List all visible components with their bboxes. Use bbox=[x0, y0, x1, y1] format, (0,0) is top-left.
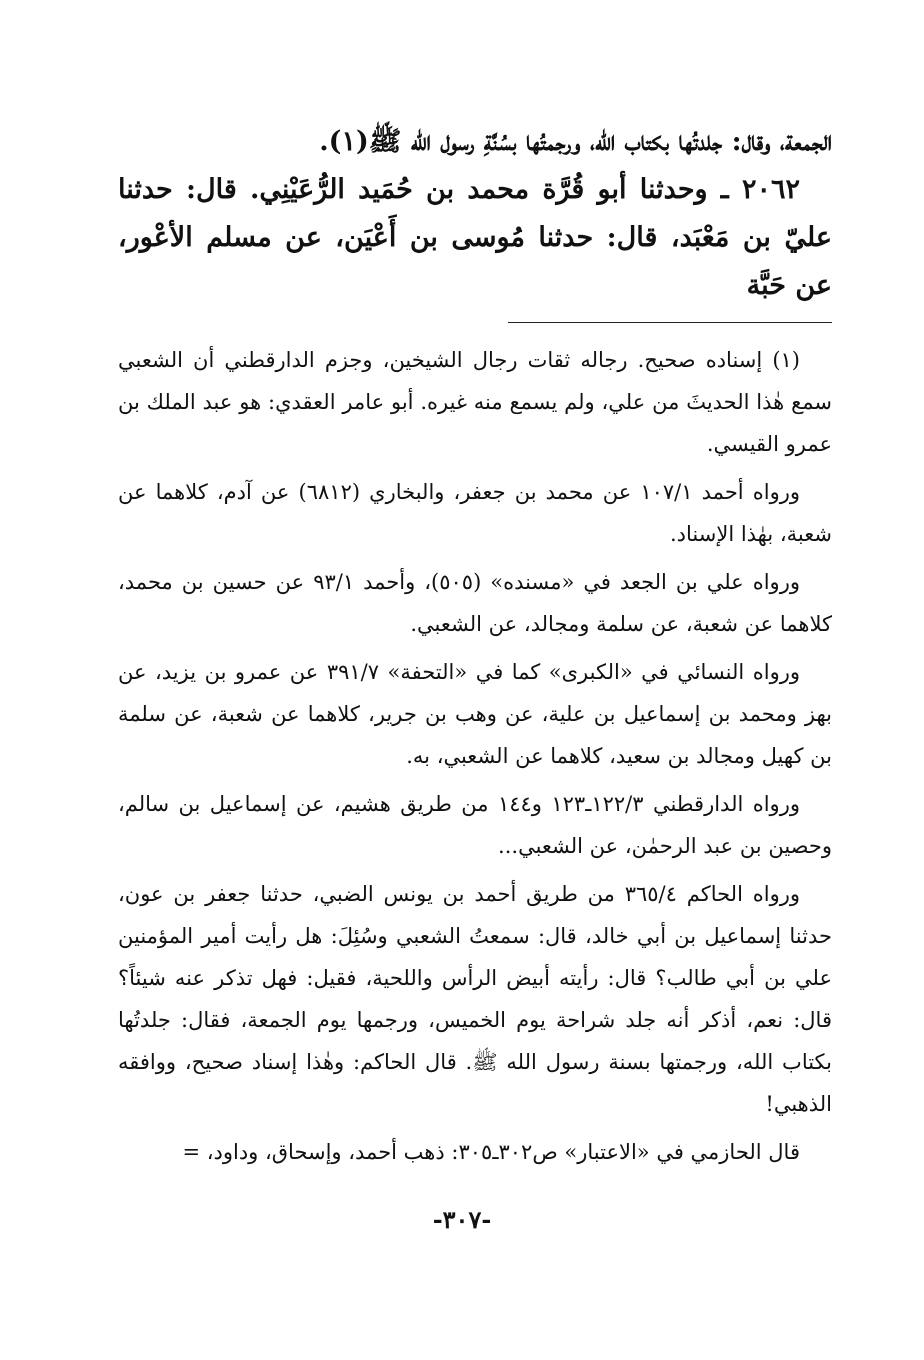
footnote-divider bbox=[508, 322, 832, 323]
footnote-paragraph: ورواه أحمد ١٠٧/١ عن محمد بن جعفر، والبخاري (٦٨١٢) عن آدم، كلاهما عن شعبة، بهٰذا الإسناد. bbox=[118, 480, 832, 546]
footnote-paragraph: ورواه الحاكم ٣٦٥/٤ من طريق أحمد بن يونس الضبي، حدثنا جعفر بن عون، حدثنا إسماعيل بن أبي خالد، قال: سمعتُ الشعبي وسُئِلَ: هل رأيت أمير المؤمنين علي بن أبي طالب؟ قال: رأيته أبيض الرأس واللحية، فقيل: فهل تذكر عنه شيئاً؟ قال: نعم، أذكر أنه جلد شراحة يوم الخميس، ورجمها يوم الجمعة، فقال: جلدتُها بكتاب الله، ورجمتها بسنة رسول الله ﷺ. قال الحاكم: وهٰذا إسناد صحيح، ووافقه الذهبي! bbox=[118, 882, 832, 1116]
page-number: -٣٠٧- bbox=[432, 1205, 492, 1234]
footnote-paragraph: ورواه الدارقطني ١٢٢/٣ـ١٢٣ و١٤٤ من طريق هشيم، عن إسماعيل بن سالم، وحصين بن عبد الرحمٰن، عن الشعبي... bbox=[118, 792, 832, 858]
footnote-divider-wrap bbox=[118, 322, 832, 323]
footnote-paragraph: ورواه علي بن الجعد في «مسنده» (٥٠٥)، وأحمد ٩٣/١ عن حسين بن محمد، كلاهما عن شعبة، عن سلمة ومجالد، عن الشعبي. bbox=[118, 570, 832, 636]
footnotes bbox=[118, 339, 832, 1173]
footnote-paragraph: (١) إسناده صحيح. رجاله ثقات رجال الشيخين، وجزم الدارقطني أن الشعبي سمع هٰذا الحديثَ من علي، ولم يسمع منه غيره. أبو عامر العقدي: هو عبد الملك بن عمرو القيسي. bbox=[118, 348, 832, 456]
footnote-paragraph: ورواه النسائي في «الكبرى» كما في «التحفة» ٣٩١/٧ عن عمرو بن يزيد، عن بهز ومحمد بن إسماعيل بن علية، عن وهب بن جرير، كلاهما عن شعبة، عن سلمة بن كهيل ومجالد بن سعيد، كلاهما عن الشعبي، به. bbox=[118, 660, 832, 768]
main-text bbox=[118, 118, 832, 310]
main-paragraph: الجمعة، وقال: جلدتُها بكتاب الله، ورجمتُها بسُنَّةِ رسول الله ﷺ(١). bbox=[319, 126, 832, 157]
hadith-paragraph: ٢٠٦٢ ـ وحدثنا أبو قُرَّة محمد بن حُمَيد الرُّعَيْنِي. قال: حدثنا عليّ بن مَعْبَد، قال: حدثنا مُوسى بن أَعْيَن، عن مسلم الأعْور، عن حَبَّة bbox=[118, 174, 832, 301]
footnote-paragraph: قال الحازمي في «الاعتبار» ص٣٠٢ـ٣٠٥: ذهب أحمد، وإسحاق، وداود، = bbox=[182, 1140, 800, 1164]
